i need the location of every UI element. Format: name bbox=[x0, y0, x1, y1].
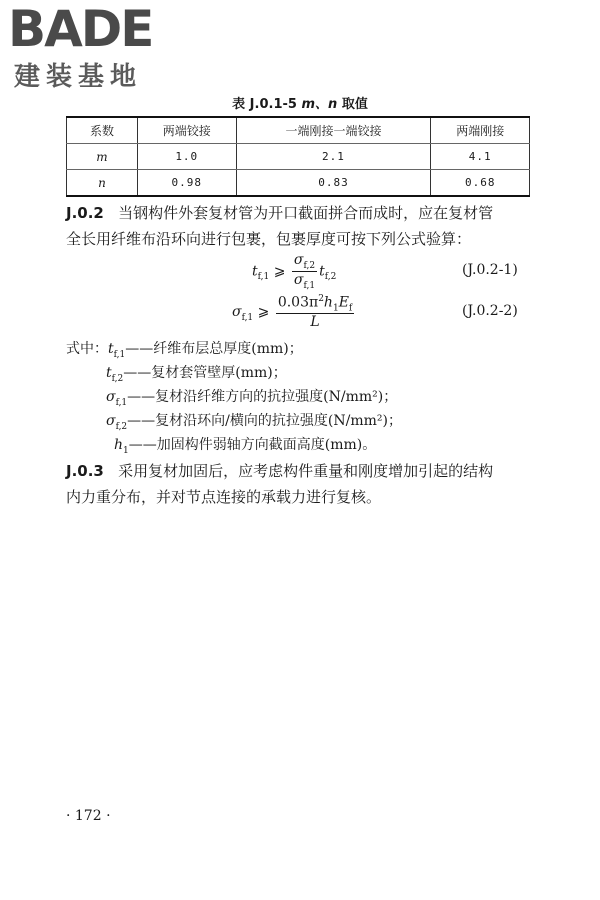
table-row bbox=[67, 144, 530, 170]
formula-j02-1: $t_{f,1}$ ⩾ $\frac{\sigma_{f,2}}{\sigma_{f,1}}$ $t_{f,2}$ bbox=[252, 252, 337, 291]
clause-j02 bbox=[66, 200, 536, 252]
table-header-row bbox=[67, 117, 530, 144]
table-header-cell: 两端铰接 bbox=[138, 117, 237, 144]
clause-j03 bbox=[66, 458, 536, 510]
fraction: $\frac{\sigma_{f,2}}{\sigma_{f,1}}$ bbox=[293, 252, 316, 291]
table-header-cell: 两端刚接 bbox=[431, 117, 530, 144]
clause-j02-line1 bbox=[66, 200, 536, 226]
definition-item: $t_{f,2}——$复材套管壁厚(mm)； bbox=[106, 365, 287, 384]
table-cell: 0.68 bbox=[431, 170, 530, 197]
table-row-label: n bbox=[67, 170, 138, 197]
definition-item: $h_1——$加固构件弱轴方向截面高度(mm)。 bbox=[114, 437, 377, 456]
table-row bbox=[67, 170, 530, 197]
table-cell: 0.98 bbox=[138, 170, 237, 197]
equation-number: (J.0.2-1) bbox=[462, 262, 518, 278]
logo-subtitle: 建装基地 bbox=[14, 62, 143, 92]
clause-text: 采用复材加固后，应考虑构件重量和刚度增加引起的结构 bbox=[118, 462, 494, 480]
definition-lead: 式中： bbox=[66, 341, 108, 357]
definition-item: $\sigma_{f,2}——$复材沿环向/横向的抗拉强度(N/mm²)； bbox=[106, 413, 402, 432]
clause-j02-line2: 全长用纤维布沿环向进行包裹，包裹厚度可按下列公式验算： bbox=[66, 230, 472, 248]
definition-item: $\sigma_{f,1}——$复材沿纤维方向的抗拉强度(N/mm²)； bbox=[106, 389, 398, 408]
formula-j02-2: $\sigma_{f,1}$ ⩾ $\frac{0.03\pi^2h_1E_f}{L}$ bbox=[232, 294, 353, 331]
clause-number: J.0.3 bbox=[66, 462, 104, 480]
table-cell: 4.1 bbox=[431, 144, 530, 170]
table-cell: 0.83 bbox=[236, 170, 431, 197]
clause-number: J.0.2 bbox=[66, 204, 104, 222]
table-row-label: m bbox=[67, 144, 138, 170]
table-title-symbols: m、n bbox=[301, 97, 338, 112]
table-header-cell: 一端刚接一端铰接 bbox=[236, 117, 431, 144]
logo-brand-text: BADE bbox=[8, 2, 153, 52]
table-title bbox=[0, 93, 600, 112]
clause-text: 当钢构件外套复材管为开口截面拼合而成时，应在复材管 bbox=[118, 204, 494, 222]
definition-item: 式中：$t_{f,1}——$纤维布层总厚度(mm)； bbox=[66, 341, 303, 360]
clause-j03-line2: 内力重分布，并对节点连接的承载力进行复核。 bbox=[66, 488, 382, 506]
fraction: $\frac{0.03\pi^2h_1E_f}{L}$ bbox=[277, 294, 353, 331]
table-cell: 1.0 bbox=[138, 144, 237, 170]
table-cell: 2.1 bbox=[236, 144, 431, 170]
page-number: · 172 · bbox=[66, 808, 111, 824]
table-header-cell: 系数 bbox=[67, 117, 138, 144]
bade-logo-mark bbox=[6, 2, 176, 52]
table-title-prefix: 表 J.0.1-5 bbox=[232, 97, 297, 112]
bade-logo bbox=[6, 2, 176, 92]
equation-number: (J.0.2-2) bbox=[462, 303, 518, 319]
clause-j03-line1 bbox=[66, 458, 536, 484]
table-title-suffix: 取值 bbox=[341, 97, 368, 112]
coefficient-table bbox=[66, 116, 530, 197]
